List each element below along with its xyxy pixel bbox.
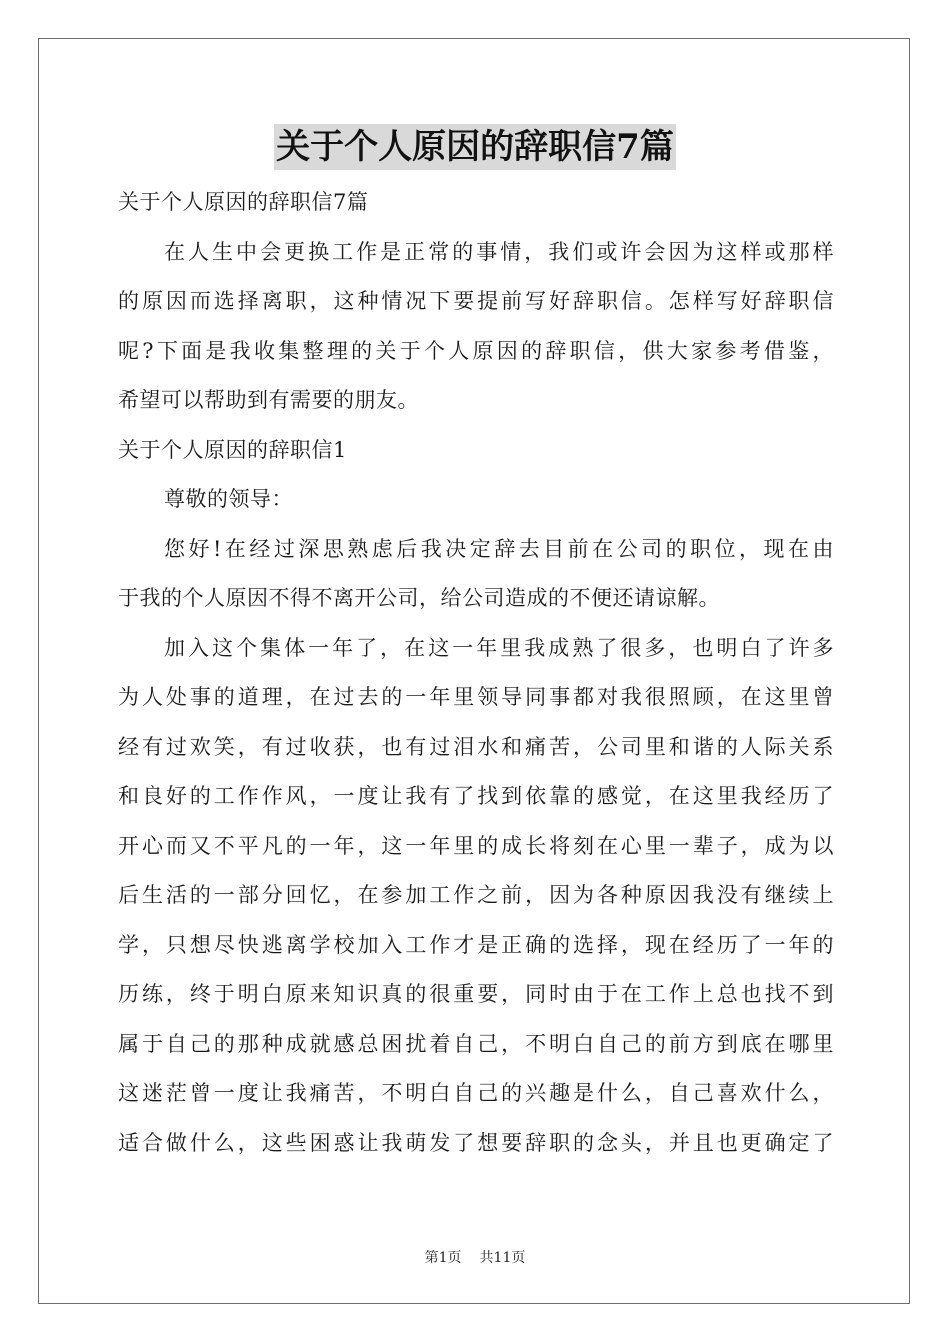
text-line: 属于自己的那种成就感总困扰着自己，不明白自己的前方到底在哪里 <box>118 1031 834 1056</box>
document-body <box>118 178 834 1168</box>
text-line: 在人生中会更换工作是正常的事情，我们或许会因为这样或那样 <box>164 239 834 264</box>
text-line: 关于个人原因的辞职信7篇 <box>118 190 369 214</box>
text-line: 于我的个人原因不得不离开公司，给公司造成的不便还请谅解。 <box>118 586 720 610</box>
text-line: 尊敬的领导： <box>164 487 293 511</box>
text-line: 呢?下面是我收集整理的关于个人原因的辞职信，供大家参考借鉴， <box>118 338 834 363</box>
text-line: 关于个人原因的辞职信1 <box>118 437 347 462</box>
page-footer <box>0 1247 950 1267</box>
text-line: 加入这个集体一年了，在这一年里我成熟了很多，也明白了许多 <box>164 635 834 660</box>
text-line: 和良好的工作作风，一度让我有了找到依靠的感觉，在这里我经历了 <box>118 784 834 808</box>
text-line: 历练，终于明白原来知识真的很重要，同时由于在工作上总也找不到 <box>118 982 834 1006</box>
text-line: 适合做什么，这些困惑让我萌发了想要辞职的念头，并且也更确定了 <box>118 1130 834 1155</box>
page-total: 共11页 <box>479 1250 526 1266</box>
text-line: 为人处事的道理，在过去的一年里领导同事都对我很照顾，在这里曾 <box>118 685 834 709</box>
title-wrap <box>0 124 950 170</box>
text-line: 这迷茫曾一度让我痛苦，不明白自己的兴趣是什么，自己喜欢什么， <box>118 1081 834 1105</box>
text-line: 后生活的一部分回忆，在参加工作之前，因为各种原因我没有继续上 <box>118 883 834 907</box>
text-line: 的原因而选择离职，这种情况下要提前写好辞职信。怎样写好辞职信 <box>118 289 834 313</box>
text-line: 经有过欢笑，有过收获，也有过泪水和痛苦，公司里和谐的人际关系 <box>118 734 834 759</box>
document-title: 关于个人原因的辞职信7篇 <box>274 124 676 170</box>
text-line: 您好!在经过深思熟虑后我决定辞去目前在公司的职位，现在由 <box>164 536 834 561</box>
page-number: 第1页 <box>424 1250 462 1266</box>
text-line: 希望可以帮助到有需要的朋友。 <box>118 388 419 412</box>
text-line: 学，只想尽快逃离学校加入工作才是正确的选择，现在经历了一年的 <box>118 932 834 957</box>
text-line: 开心而又不平凡的一年，这一年里的成长将刻在心里一辈子，成为以 <box>118 833 834 858</box>
